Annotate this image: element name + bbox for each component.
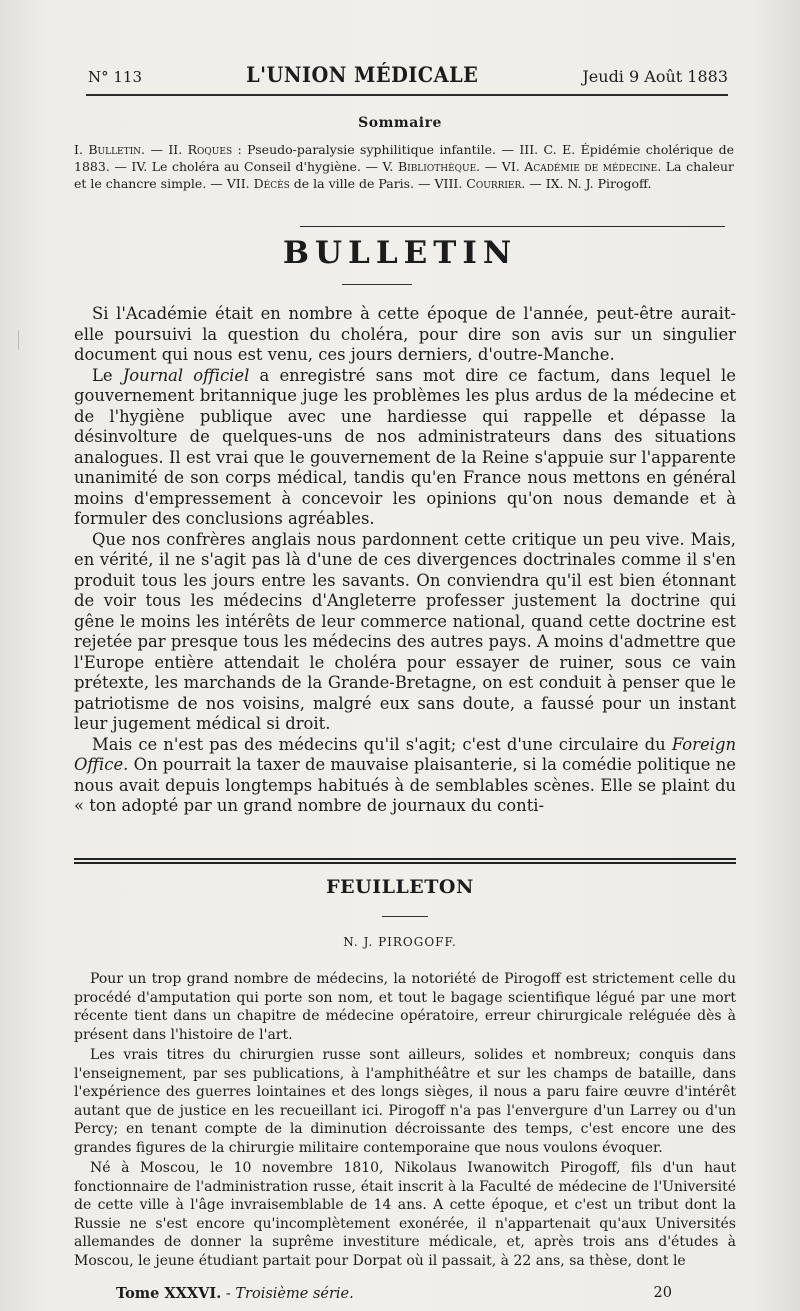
issue-date: Jeudi 9 Août 1883 bbox=[582, 67, 728, 86]
journal-title: L'UNION MÉDICALE bbox=[246, 62, 479, 87]
journal-officiel-title: Journal officiel bbox=[122, 365, 250, 385]
bulletin-paragraph: Si l'Académie était en nombre à cette époque de l'année, peut-être aurait-elle poursuivi la question du choléra, pour dire son avis sur un singulier document qui nous est venu, ces jours derniers, d'outre-Manche. bbox=[74, 304, 736, 364]
paragraph-text: Mais ce n'est pas des médecins qu'il s'agit; c'est d'une circulaire du bbox=[92, 734, 672, 754]
page-number: 20 bbox=[653, 1285, 672, 1301]
sommaire-item-text: : Pseudo-paralysie syphilitique infantile. — III. C. E. Épidémie cholérique de 1883. — IV. Le choléra au Conseil d'hygiène. — V. bbox=[74, 142, 734, 174]
sommaire-rule bbox=[300, 226, 725, 227]
paragraph-text: Le bbox=[92, 365, 123, 385]
paragraph-text: On pourrait la taxer de mauvaise plaisanterie, si la comédie politique ne nous avait depuis longtemps habitués à de semblables scènes. Elle se plaint du « ton adopté par un grand nombre de journaux du conti- bbox=[74, 755, 736, 815]
bulletin-paragraph bbox=[74, 366, 736, 530]
feuilleton-paragraph: Né à Moscou, le 10 novembre 1810, Nikolaus Iwanowitch Pirogoff, fils d'un haut fonctionnaire de l'administration russe, était inscrit à la Faculté de médecine de l'Université de cette ville à l'âge invraisemblable de 14 ans. A cette époque, et c'est un tribut dont la Russie ne s'est encore qu'incomplètement exonérée, il n'appartenait qu'aux Universités allemandes de donner la suprême investiture médicale, et, après trois ans d'études à Moscou, le jeune étudiant partait pour Dorpat où il passait, à 22 ans, sa thèse, dont le bbox=[74, 1160, 736, 1269]
sommaire-item-text: de la ville de Paris. — VIII. bbox=[289, 176, 467, 191]
bulletin-title: BULLETIN bbox=[282, 235, 518, 271]
bulletin-body bbox=[74, 304, 736, 817]
feuilleton-separator bbox=[74, 858, 736, 866]
footer-separator: - bbox=[221, 1286, 236, 1302]
sommaire-item-text: — II. bbox=[145, 142, 188, 157]
sommaire-item-label: Bibliothèque. bbox=[397, 159, 481, 174]
sommaire-item-text: — IX. N. J. Pirogoff. bbox=[525, 176, 652, 191]
bulletin-paragraph bbox=[74, 735, 736, 817]
sommaire-item-label: I. Bulletin. bbox=[74, 142, 146, 157]
feuilleton-paragraph: Les vrais titres du chirurgien russe sont ailleurs, solides et nombreux; conquis dans l'enseignement, par ses publications, à l'amphithéâtre et sur les champs de bataille, dans l'expérience des guerres lointaines et des longs sièges, il nous a paru faire œuvre d'intérêt autant que de justice en les recueillant ici. Pirogoff n'a pas l'envergure d'un Larrey ou d'un Percy; en tenant compte de la diminution décroissante des temps, c'est encore une des grandes figures de la chirurgie militaire contemporaine que nous voulons évoquer. bbox=[74, 1047, 736, 1156]
header-rule bbox=[86, 94, 728, 96]
feuilleton-paragraph: Pour un trop grand nombre de médecins, la notoriété de Pirogoff est strictement celle du procédé d'amputation qui porte son nom, et tout le bagage scientifique légué par une mort récente tient dans un chapitre de médecine opératoire, erreur chirurgicale reléguée dès à présent dans l'histoire de l'art. bbox=[74, 971, 736, 1043]
paragraph-text: a enregistré sans mot dire ce factum, dans lequel le gouvernement britannique juge les problèmes les plus ardus de la médecine et de l'hygiène publique avec une hardiesse qui rappelle et dépasse la désinvolture de quelques-uns de nos administrateurs dans des situations analogues. Il est vrai que le gouvernement de la Reine s'appuie sur l'apparente unanimité de son corps médical, tandis qu'en France nous mettons en général moins d'empressement à concevoir les opinions qu'on nous demande et à formuler des conclusions agréables. bbox=[74, 365, 736, 528]
sommaire-item-label: Décès bbox=[253, 176, 290, 191]
series-label: Troisième série. bbox=[235, 1286, 354, 1302]
margin-mark bbox=[18, 330, 27, 350]
issue-number: N° 113 bbox=[88, 68, 143, 86]
running-head bbox=[88, 62, 728, 92]
feuilleton-title-rule bbox=[382, 916, 428, 917]
footer-tome bbox=[116, 1285, 354, 1302]
sommaire-item-label: Académie de médecine. bbox=[524, 159, 662, 174]
sommaire-title: Sommaire bbox=[358, 115, 442, 131]
sommaire-item-text: — VI. bbox=[480, 159, 525, 174]
page-footer bbox=[116, 1285, 672, 1302]
bulletin-paragraph: Que nos confrères anglais nous pardonnent cette critique un peu vive. Mais, en vérité, il ne s'agit pas là d'une de ces divergences doctrinales comme il s'en produit tous les jours entre les savants. On conviendra qu'il est bien étonnant de voir tous les médecins d'Angleterre professer justement la doctrine qui gêne le moins les intérêts de leur commerce national, quand cette doctrine est rejetée par presque tous les médecins des autres pays. A moins d'admettre que l'Europe entière attendait le choléra pour essayer de ruiner, sous ce vain prétexte, les marchands de la Grande-Bretagne, on est conduit à penser que le patriotisme de nos voisins, malgré eux sans doute, a faussé pour un instant leur jugement médical si droit. bbox=[74, 529, 736, 733]
foreign-office-name: Foreign Office. bbox=[74, 734, 736, 774]
sommaire-item-label: Courrier. bbox=[466, 176, 526, 191]
bulletin-title-rule bbox=[342, 284, 412, 285]
feuilleton-body bbox=[74, 970, 736, 1272]
tome-label: Tome XXXVI. bbox=[116, 1285, 222, 1302]
sommaire-item-label: Roques bbox=[187, 142, 233, 157]
sommaire-contents bbox=[74, 141, 734, 192]
feuilleton-title: FEUILLETON bbox=[326, 876, 474, 898]
feuilleton-subtitle: N. J. PIROGOFF. bbox=[343, 935, 457, 949]
sommaire-item-text: La chaleur et le chancre simple. — VII. bbox=[74, 159, 734, 191]
